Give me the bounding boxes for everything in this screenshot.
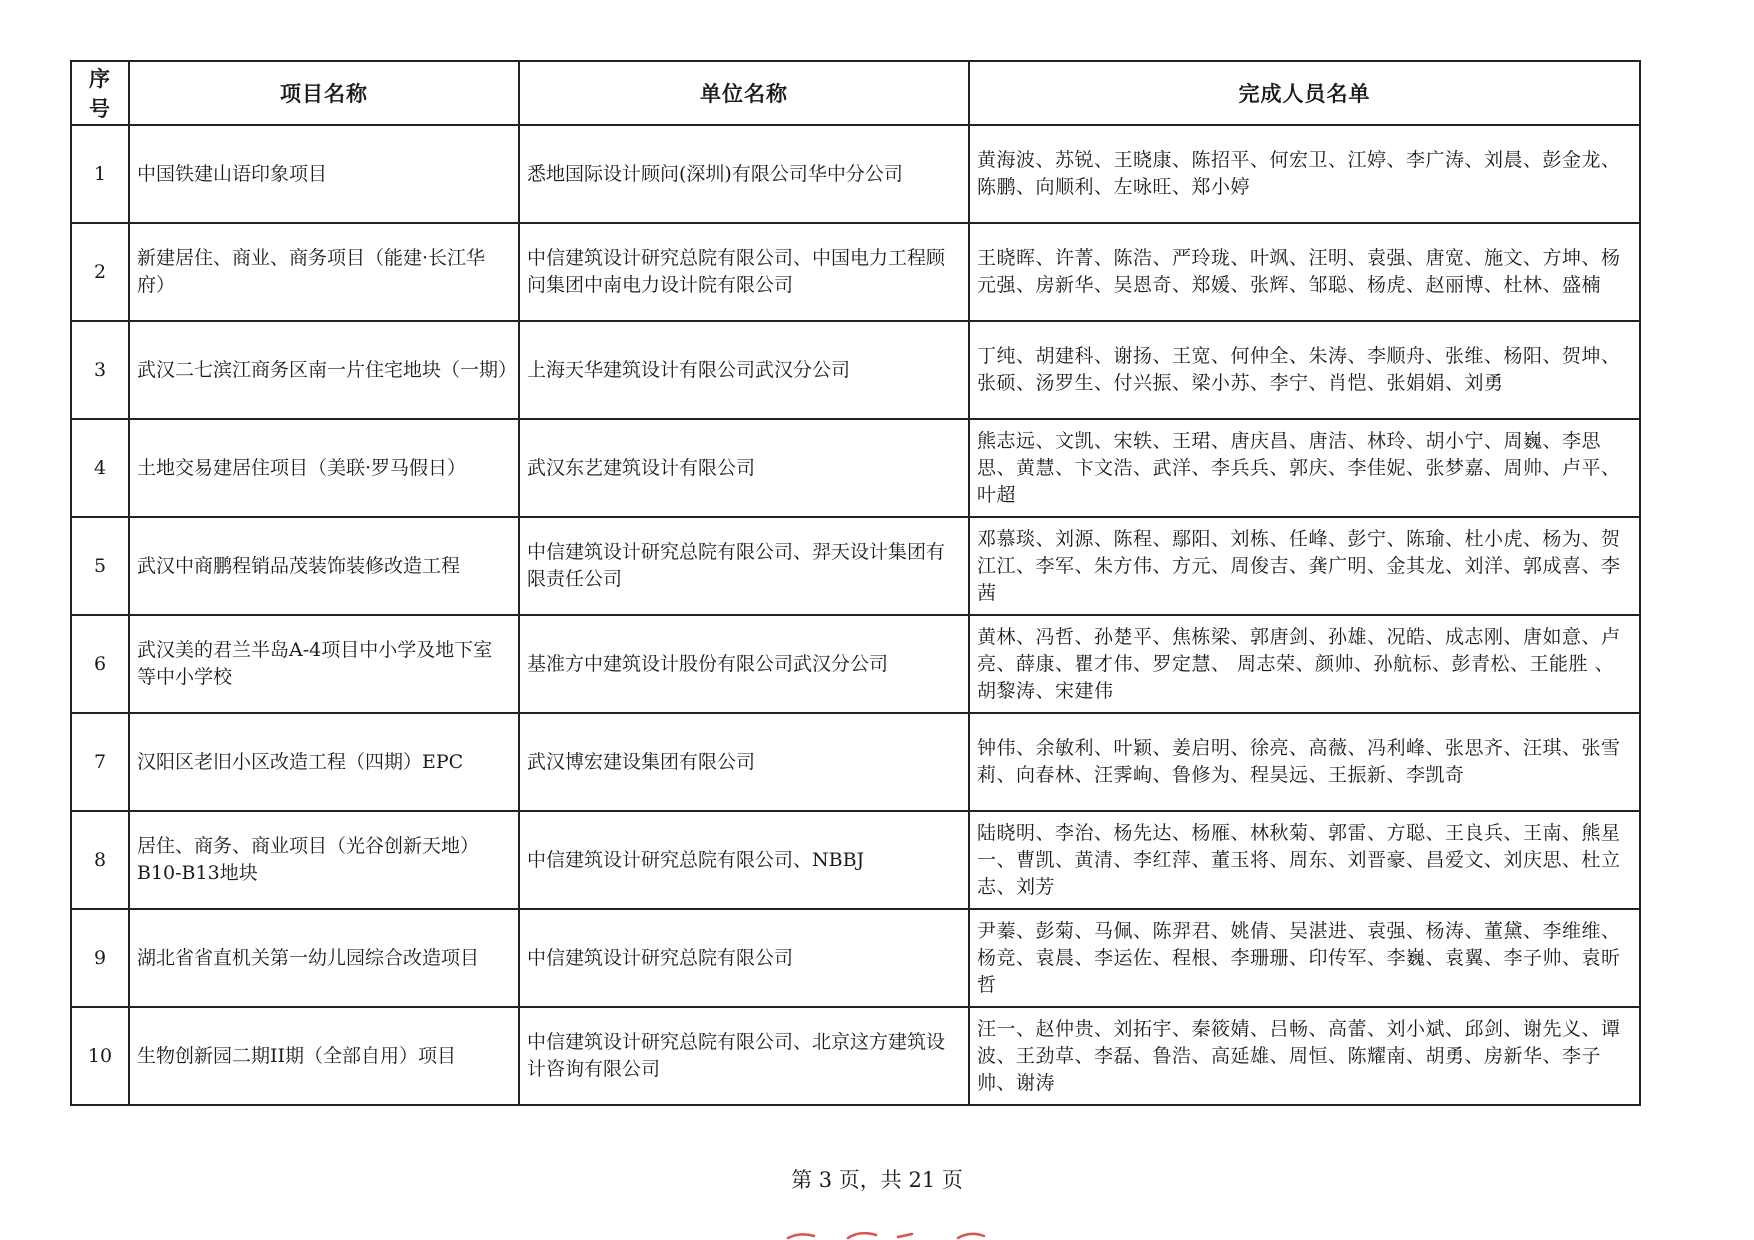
cell-project-name: 武汉中商鹏程销品茂装饰装修改造工程 [129,517,519,615]
table-row [71,321,1640,419]
cell-seq: 9 [71,909,129,1007]
cell-seq: 3 [71,321,129,419]
cell-seq: 5 [71,517,129,615]
document-sheet [70,60,1639,1106]
cell-people-list: 丁纯、胡建科、谢扬、王宽、何仲全、朱涛、李顺舟、张维、杨阳、贺坤、张硕、汤罗生、付兴振、梁小苏、李宁、肖恺、张娟娟、刘勇 [969,321,1640,419]
cell-people-list: 钟伟、余敏利、叶颖、姜启明、徐亮、高薇、冯利峰、张思齐、汪琪、张雪莉、向春林、汪霁峋、鲁修为、程昊远、王振新、李凯奇 [969,713,1640,811]
header-project-name: 项目名称 [129,61,519,125]
cell-project-name: 居住、商务、商业项目（光谷创新天地）B10-B13地块 [129,811,519,909]
cell-seq: 8 [71,811,129,909]
cell-unit-name: 上海天华建筑设计有限公司武汉分公司 [519,321,969,419]
cell-people-list: 邓慕琰、刘源、陈程、鄢阳、刘栋、任峰、彭宁、陈瑜、杜小虎、杨为、贺江江、李军、朱方伟、方元、周俊吉、龚广明、金其龙、刘洋、郭成喜、李茜 [969,517,1640,615]
red-stroke [788,1233,984,1238]
cell-project-name: 土地交易建居住项目（美联·罗马假日） [129,419,519,517]
cell-unit-name: 武汉东艺建筑设计有限公司 [519,419,969,517]
cell-project-name: 汉阳区老旧小区改造工程（四期）EPC [129,713,519,811]
cell-unit-name: 中信建筑设计研究总院有限公司 [519,909,969,1007]
cell-unit-name: 中信建筑设计研究总院有限公司、北京这方建筑设计咨询有限公司 [519,1007,969,1105]
cell-seq: 2 [71,223,129,321]
table-row [71,223,1640,321]
red-stamp-fragment [780,1226,1010,1240]
cell-people-list: 熊志远、文凯、宋轶、王珺、唐庆昌、唐洁、林玲、胡小宁、周巍、李思思、黄慧、卞文浩、武洋、李兵兵、郭庆、李佳妮、张梦嘉、周帅、卢平、叶超 [969,419,1640,517]
cell-people-list: 尹蓁、彭菊、马佩、陈羿君、姚倩、吴湛进、袁强、杨涛、董黛、李维维、杨竞、袁晨、李运佐、程根、李珊珊、印传军、李巍、袁翼、李子帅、袁昕哲 [969,909,1640,1007]
cell-seq: 4 [71,419,129,517]
cell-seq: 10 [71,1007,129,1105]
table-row [71,419,1640,517]
header-people-list: 完成人员名单 [969,61,1640,125]
table-row [71,811,1640,909]
table-row [71,615,1640,713]
header-seq: 序号 [71,61,129,125]
cell-seq: 6 [71,615,129,713]
table-row [71,517,1640,615]
cell-unit-name: 中信建筑设计研究总院有限公司、中国电力工程顾问集团中南电力设计院有限公司 [519,223,969,321]
cell-people-list: 王晓晖、许菁、陈浩、严玲珑、叶飒、汪明、袁强、唐宽、施文、方坤、杨元强、房新华、吴恩奇、郑媛、张辉、邹聪、杨虎、赵丽博、杜林、盛楠 [969,223,1640,321]
award-table [70,60,1641,1106]
cell-seq: 1 [71,125,129,223]
header-unit-name: 单位名称 [519,61,969,125]
table-row [71,909,1640,1007]
cell-unit-name: 武汉博宏建设集团有限公司 [519,713,969,811]
table-row [71,125,1640,223]
cell-people-list: 汪一、赵仲贵、刘拓宇、秦筱婧、吕畅、高蕾、刘小斌、邱剑、谢先义、谭波、王劲草、李磊、鲁浩、高延雄、周恒、陈耀南、胡勇、房新华、李子帅、谢涛 [969,1007,1640,1105]
cell-project-name: 新建居住、商业、商务项目（能建·长江华府） [129,223,519,321]
cell-people-list: 陆晓明、李治、杨先达、杨雁、林秋菊、郭雷、方聪、王良兵、王南、熊星一、曹凯、黄清、李红萍、董玉将、周东、刘晋豪、昌爱文、刘庆思、杜立志、刘芳 [969,811,1640,909]
cell-unit-name: 中信建筑设计研究总院有限公司、羿天设计集团有限责任公司 [519,517,969,615]
table-row [71,1007,1640,1105]
cell-project-name: 武汉二七滨江商务区南一片住宅地块（一期） [129,321,519,419]
cell-project-name: 武汉美的君兰半岛A-4项目中小学及地下室等中小学校 [129,615,519,713]
cell-project-name: 中国铁建山语印象项目 [129,125,519,223]
cell-project-name: 生物创新园二期II期（全部自用）项目 [129,1007,519,1105]
cell-unit-name: 中信建筑设计研究总院有限公司、NBBJ [519,811,969,909]
cell-people-list: 黄海波、苏锐、王晓康、陈招平、何宏卫、江婷、李广涛、刘晨、彭金龙、陈鹏、向顺利、左咏旺、郑小婷 [969,125,1640,223]
cell-seq: 7 [71,713,129,811]
table-header-row [71,61,1640,125]
cell-unit-name: 悉地国际设计顾问(深圳)有限公司华中分公司 [519,125,969,223]
page-number: 第 3 页，共 21 页 [791,1168,963,1192]
cell-people-list: 黄林、冯哲、孙楚平、焦栋梁、郭唐剑、孙雄、况皓、成志刚、唐如意、卢亮、薛康、瞿才伟、罗定慧、 周志荣、颜帅、孙航标、彭青松、王能胜 、 胡黎涛、宋建伟 [969,615,1640,713]
cell-unit-name: 基准方中建筑设计股份有限公司武汉分公司 [519,615,969,713]
cell-project-name: 湖北省省直机关第一幼儿园综合改造项目 [129,909,519,1007]
table-row [71,713,1640,811]
